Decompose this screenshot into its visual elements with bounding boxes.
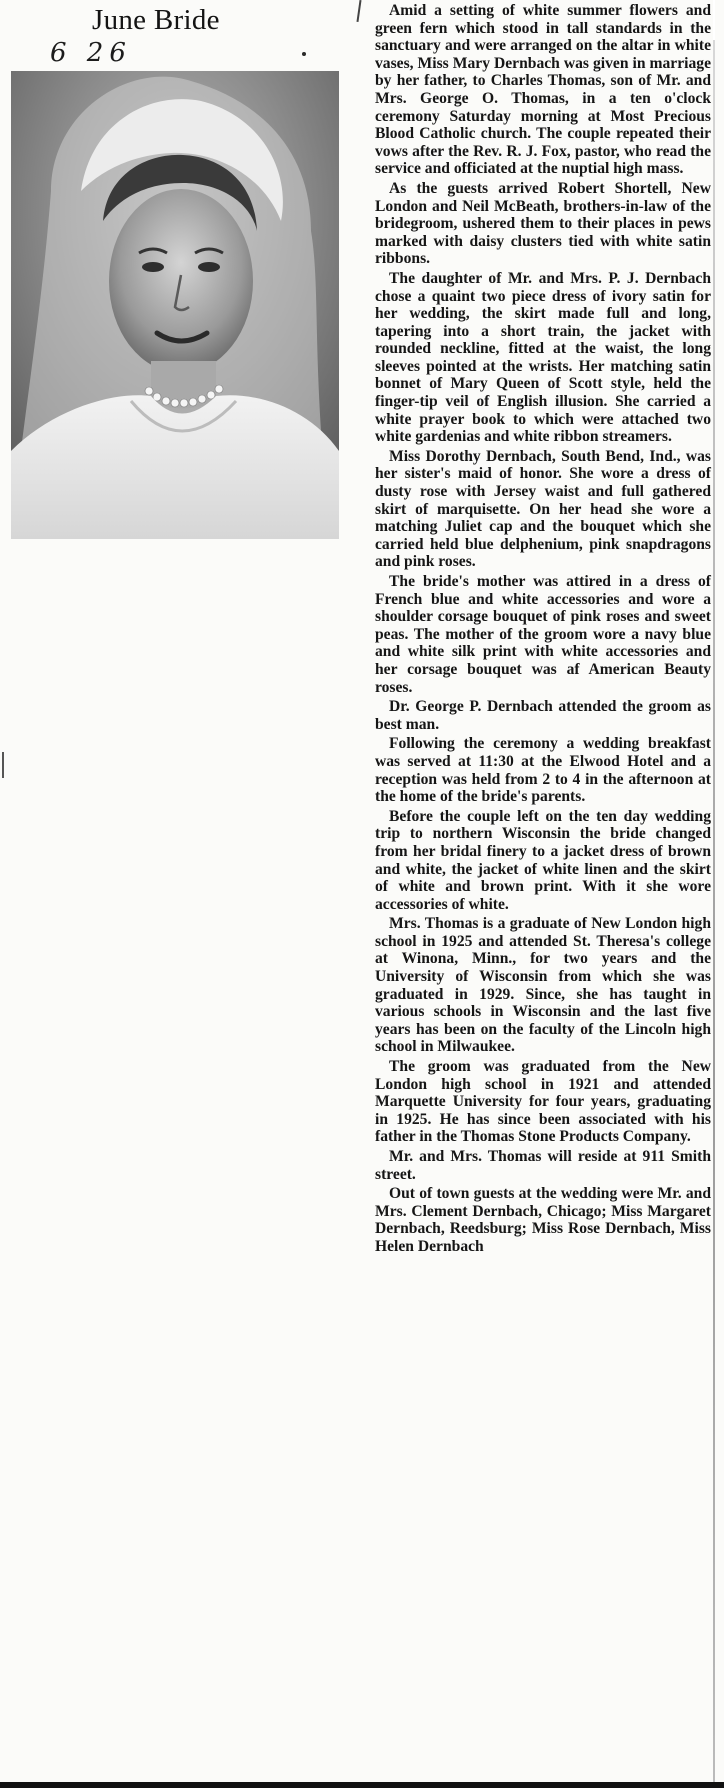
ink-dot [302, 52, 306, 56]
article-paragraph: As the guests arrived Robert Shortell, New London and Neil McBeath, brothers-in-law of the bridegroom, ushered them to their places in pews marked with daisy clusters tied with white satin ribbons. [375, 179, 711, 268]
article-paragraph: Following the ceremony a wedding breakfast was served at 11:30 at the Elwood Hotel and a reception was held from 2 to 4 in the afternoon at the home of the bride's parents. [375, 735, 711, 806]
pencil-tick-mark [356, 0, 361, 22]
headline: June Bride [92, 4, 220, 36]
article-paragraph: Miss Dorothy Dernbach, South Bend, Ind., was her sister's maid of honor. She wore a dress of dusty rose with Jersey waist and full gathered skirt of marquisette. On her head she wore a matching Juliet cap and the bouquet which she carried held blue delphenium, pink snapdragons and pink roses. [375, 447, 711, 571]
article-paragraph: Out of town guests at the wedding were Mr. and Mrs. Clement Dernbach, Chicago; Miss Margaret Dernbach, Reedsburg; Miss Rose Dernbach, Miss Helen Dernbach [375, 1185, 711, 1255]
article-paragraph: The bride's mother was attired in a dress of French blue and white accessories and wore a shoulder corsage bouquet of pink roses and sweet peas. The mother of the groom wore a navy blue and white silk print with white accessories and her corsage bouquet was af American Beauty roses. [375, 573, 711, 696]
article-paragraph: Dr. George P. Dernbach attended the groom as best man. [375, 698, 711, 733]
article-paragraph: The daughter of Mr. and Mrs. P. J. Dernbach chose a quaint two piece dress of ivory satin for her wedding, the skirt made full and long, tapering into a short train, the jacket with rounded neckline, fitted at the waist, the long sleeves pointed at the wrists. Her matching satin bonnet of Mary Queen of Scott style, held the finger-tip veil of English illusion. She carried a white prayer book to which were attached two white gardenias and white ribbon streamers. [375, 269, 711, 446]
article-paragraph: Mr. and Mrs. Thomas will reside at 911 Smith street. [375, 1148, 711, 1183]
column-rule [713, 0, 715, 1788]
article-paragraph: The groom was graduated from the New London high school in 1921 and attended Marquette University for four years, graduating in 1925. He has since been associated with his father in the Thomas Stone Products Company. [375, 1058, 711, 1146]
article-paragraph: Amid a setting of white summer flowers and green fern which stood in tall standards in the sanctuary and were arranged on the altar in white vases, Miss Mary Dernbach was given in marriage by her father, to Charles Thomas, son of Mr. and Mrs. George O. Thomas, in a ten o'clock ceremony Saturday morning at Most Precious Blood Catholic church. The couple repeated their vows after the Rev. R. J. Fox, pastor, who read the service and officiated at the nuptial high mass. [375, 2, 711, 178]
article-paragraph: Before the couple left on the ten day wedding trip to northern Wisconsin the bride changed from her bridal finery to a jacket dress of brown and white, the jacket of white linen and the skirt of white and brown print. With it she wore accessories of white. [375, 807, 711, 913]
article-paragraph: Mrs. Thomas is a graduate of New London high school in 1925 and attended St. Theresa's college at Winona, Minn., for two years and the University of Wisconsin from which she was graduated in 1929. Since, she has taught in various schools in Wisconsin and the last five years has been on the faculty of the Lincoln high school in Milwaukee. [375, 915, 711, 1056]
margin-mark [2, 752, 4, 778]
clipping-bottom-edge [0, 1782, 724, 1788]
article-body [375, 2, 711, 1258]
handwritten-date: 6 26 [50, 38, 132, 68]
bride-portrait-photo [11, 71, 339, 539]
